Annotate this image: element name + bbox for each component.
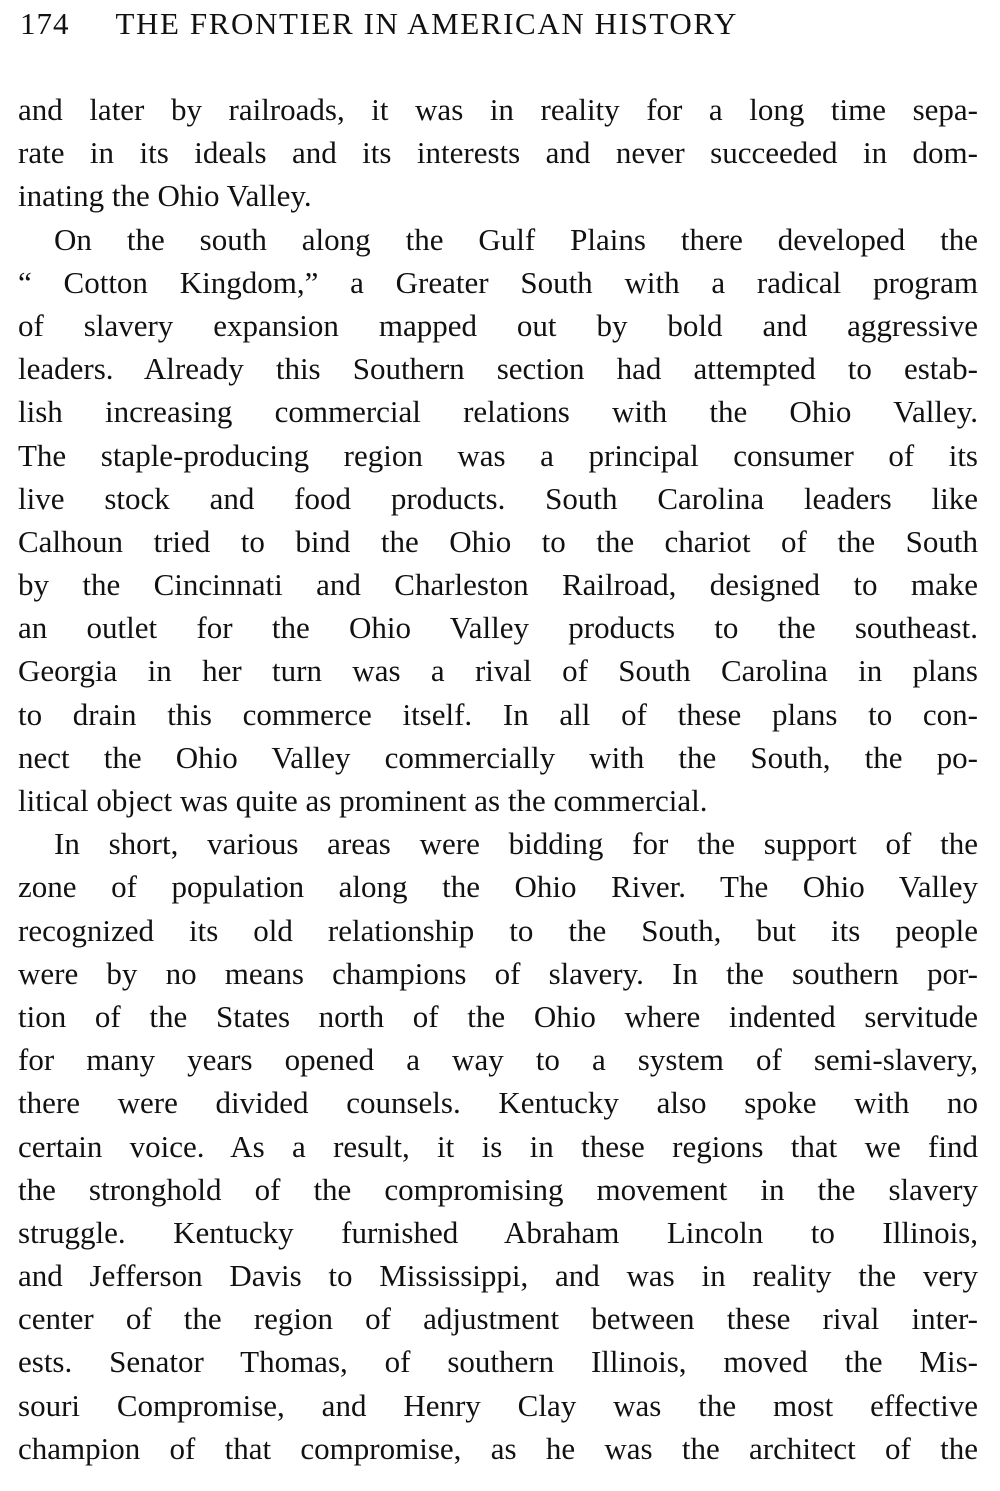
text-line: the stronghold of the compromising movement in the slavery [18, 1171, 978, 1207]
text-line: champion of that compromise, as he was the architect of the [18, 1430, 978, 1466]
text-line: to drain this commerce itself. In all of these plans to con- [18, 696, 978, 732]
text-line: and later by railroads, it was in reality for a long time sepa- [18, 92, 978, 127]
text-line: lish increasing commercial relations with the Ohio Valley. [18, 394, 978, 430]
text-line: by the Cincinnati and Charleston Railroad, designed to make [18, 567, 978, 603]
text-line: The staple-producing region was a principal consumer of its [18, 437, 978, 473]
body-text [18, 88, 978, 1470]
text-line: tion of the States north of the Ohio where indented servitude [18, 998, 978, 1034]
text-line: there were divided counsels. Kentucky also spoke with no [18, 1085, 978, 1121]
text-line: live stock and food products. South Carolina leaders like [18, 480, 978, 516]
text-line: an outlet for the Ohio Valley products to the southeast. [18, 610, 978, 646]
text-line: litical object was quite as prominent as the commercial. [18, 783, 708, 818]
text-line: rate in its ideals and its interests and never succeeded in dom- [18, 135, 978, 171]
text-line: were by no means champions of slavery. In the southern por- [18, 955, 978, 991]
text-line: Georgia in her turn was a rival of South Carolina in plans [18, 653, 978, 689]
text-line: Calhoun tried to bind the Ohio to the chariot of the South [18, 523, 978, 559]
running-head [20, 6, 980, 54]
text-line: inating the Ohio Valley. [18, 178, 312, 214]
text-line: ests. Senator Thomas, of southern Illinois, moved the Mis- [18, 1344, 978, 1380]
text-line: for many years opened a way to a system of semi-slavery, [18, 1042, 978, 1078]
text-line: “ Cotton Kingdom,” a Greater South with a radical program [18, 264, 978, 300]
text-line: recognized its old relationship to the South, but its people [18, 912, 978, 948]
text-line: certain voice. As a result, it is in these regions that we find [18, 1128, 978, 1164]
text-line: zone of population along the Ohio River. The Ohio Valley [18, 869, 978, 905]
text-line: souri Compromise, and Henry Clay was the most effective [18, 1387, 978, 1423]
text-line: In short, various areas were bidding for the support of the [54, 826, 978, 862]
page-number: 174 [20, 6, 70, 41]
book-title: THE FRONTIER IN AMERICAN HISTORY [115, 6, 738, 41]
text-line: On the south along the Gulf Plains there developed the [54, 221, 978, 257]
text-line: and Jefferson Davis to Mississippi, and was in reality the very [18, 1258, 978, 1294]
text-line: center of the region of adjustment between these rival inter- [18, 1301, 978, 1337]
text-line: nect the Ohio Valley commercially with the South, the po- [18, 739, 978, 775]
text-line: struggle. Kentucky furnished Abraham Lincoln to Illinois, [18, 1214, 978, 1250]
text-line: of slavery expansion mapped out by bold and aggressive [18, 307, 978, 343]
text-line: leaders. Already this Southern section had attempted to estab- [18, 351, 978, 387]
